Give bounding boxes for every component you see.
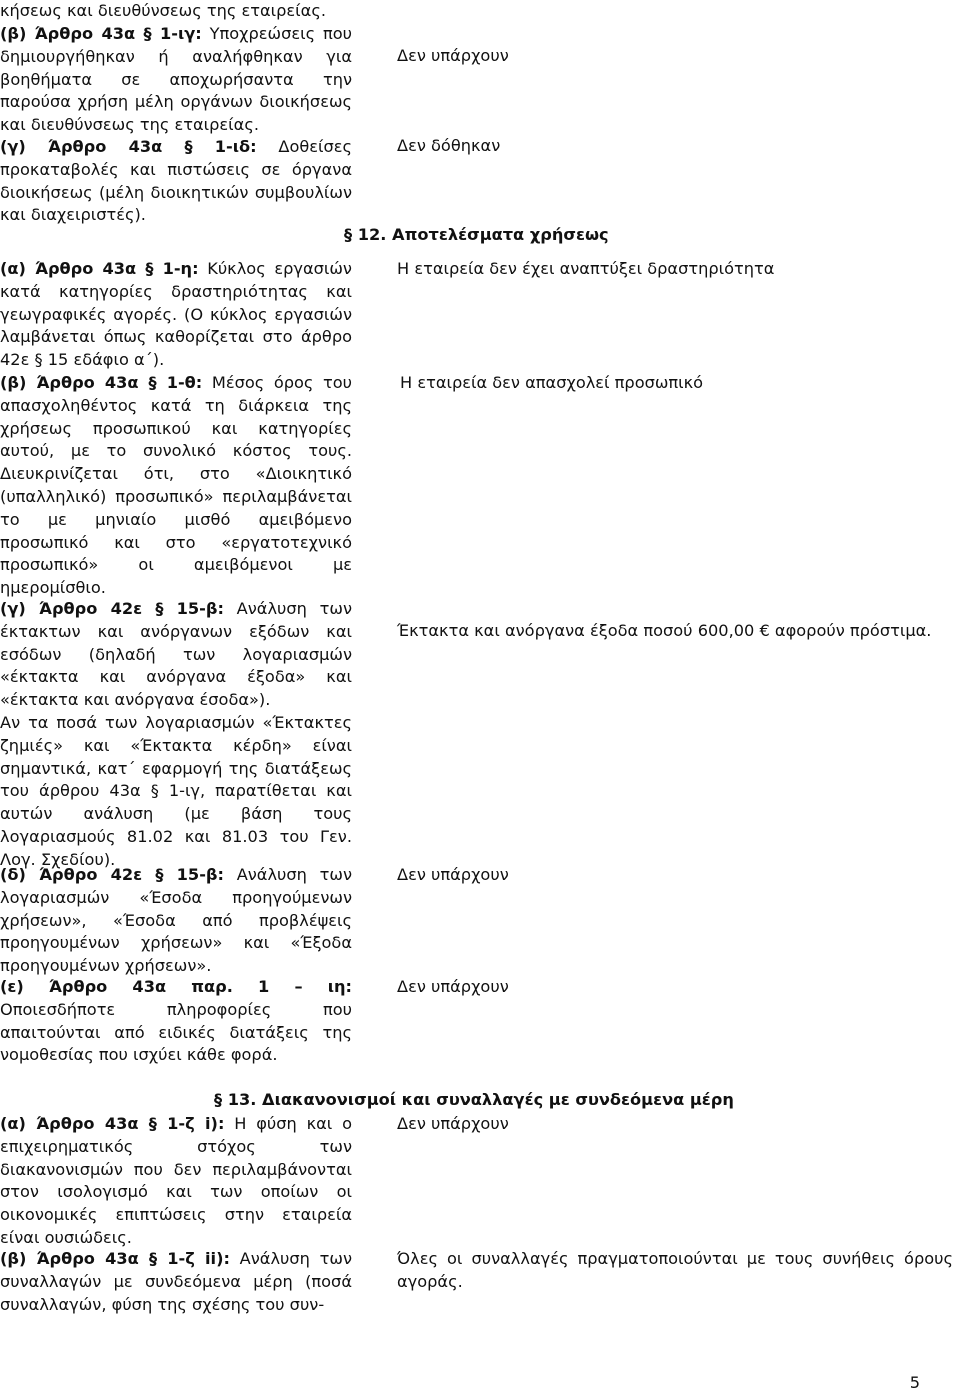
section-12-heading: § 12. Αποτελέσματα χρήσεως	[344, 225, 609, 244]
left-block-d2	[0, 864, 352, 978]
answer-b2: Η εταιρεία δεν απασχολεί προσωπικό	[400, 373, 704, 392]
a2-lead: (α) Άρθρο 43α § 1-η:	[0, 259, 199, 278]
e2-text: Οποιεσδήποτε πληροφορίες που απαιτούνται από ειδικές διατάξεις της νομοθεσίας που ισχύει κάθε φορά.	[0, 999, 352, 1065]
left-block-b3	[0, 1248, 352, 1316]
b2-lead: (β) Άρθρο 43α § 1-θ:	[0, 373, 203, 392]
left-block-a3	[0, 1113, 352, 1250]
left-block-e2	[0, 976, 352, 1067]
e2-lead: (ε) Άρθρο 43α παρ. 1 – ιη:	[0, 977, 352, 996]
left-block-c1	[0, 136, 352, 227]
a3-text: Η φύση και ο επιχειρηματικός στόχος των διακανονισμών που δεν περιλαμβάνονται στον ισολογισμό και των οποίων οι οικονομικές επιπτώσεις στην εταιρεία είναι ουσιώδεις.	[0, 1114, 352, 1247]
c2-text: Ανάλυση των έκτακτων και ανόργανων εξόδων και εσόδων (δηλαδή των λογαριασμών «έκτακτα και ανόργανα έξοδα» και «έκτακτα και ανόργανα έσοδα»).	[0, 599, 352, 710]
left-block-a2	[0, 258, 352, 372]
intro-text: κήσεως και διευθύνσεως της εταιρείας.	[0, 1, 326, 20]
c1-lead: (γ) Άρθρο 43α § 1-ιδ:	[0, 137, 257, 156]
b3-lead: (β) Άρθρο 43α § 1-ζ ii):	[0, 1249, 230, 1268]
answer-b1: Δεν υπάρχουν	[397, 46, 509, 65]
answer-e2: Δεν υπάρχουν	[397, 977, 509, 996]
answer-a3: Δεν υπάρχουν	[397, 1114, 509, 1133]
a3-lead: (α) Άρθρο 43α § 1-ζ i):	[0, 1114, 225, 1133]
section-13-heading: § 13. Διακανονισμοί και συναλλαγές με συνδεόμενα μέρη	[214, 1090, 734, 1109]
left-block-intro	[0, 0, 352, 23]
answer-c2: Έκτακτα και ανόργανα έξοδα ποσού 600,00 € αφορούν πρόστιμα.	[397, 621, 932, 640]
a2-text: Κύκλος εργασιών κατά κατηγορίες δραστηριότητας και γεωγραφικές αγορές. (Ο κύκλος εργασιών λαμβάνεται όπως καθορίζεται στο άρθρο 42ε § 15 εδάφιο α΄).	[0, 259, 352, 370]
b3-text: Ανάλυση των συναλλαγών με συνδεόμενα μέρη (ποσά συναλλαγών, φύση της σχέσης του συν-	[0, 1249, 352, 1314]
answer-a2: Η εταιρεία δεν έχει αναπτύξει δραστηριότητα	[397, 259, 775, 278]
page-number: 5	[909, 1373, 920, 1392]
left-block-b1	[0, 23, 352, 137]
c2-lead: (γ) Άρθρο 42ε § 15-β:	[0, 599, 224, 618]
left-block-c2	[0, 598, 352, 872]
answer-d2: Δεν υπάρχουν	[397, 865, 509, 884]
b1-text: Υποχρεώσεις που δημιουργήθηκαν ή αναλήφθηκαν για βοηθήματα σε αποχωρήσαντα την παρούσα χρήση μέλη οργάνων διοικήσεως και διευθύνσεως της εταιρείας.	[0, 24, 352, 135]
b2-text: Μέσος όρος του απασχοληθέντος κατά τη διάρκεια της χρήσεως προσωπικού και κατηγορίες αυτού, με το συνολικό κόστος τους. Διευκρινίζεται ότι, στο «Διοικητικό (υπαλληλικό) προσωπικό» περιλαμβάνεται το με μηνιαίο μισθό αμειβόμενο προσωπικό και στο «εργατοτεχνικό προσωπικό» οι αμειβόμενοι με ημερομίσθιο.	[0, 373, 352, 598]
left-block-b2	[0, 372, 352, 600]
answer-c1: Δεν δόθηκαν	[397, 136, 501, 155]
d2-text: Ανάλυση των λογαριασμών «Έσοδα προηγούμενων χρήσεων», «Έσοδα από προβλέψεις προηγουμένων χρήσεων» και «Έξοδα προηγουμένων χρήσεων».	[0, 865, 352, 976]
c2-extra: Αν τα ποσά των λογαριασμών «Έκτακτες ζημιές» και «Έκτακτα κέρδη» είναι σημαντικά, κατ΄ εφαρμογή της διατάξεως του άρθρου 43α § 1-ιγ, παρατίθεται και αυτών ανάλυση (με βάση τους λογαριασμούς 81.02 και 81.03 του Γεν. Λογ. Σχεδίου).	[0, 712, 352, 869]
b1-lead: (β) Άρθρο 43α § 1-ιγ:	[0, 24, 202, 43]
answer-b3: Όλες οι συναλλαγές πραγματοποιούνται με τους συνήθεις όρους αγοράς.	[397, 1249, 953, 1291]
c1-text: Δοθείσες προκαταβολές και πιστώσεις σε όργανα διοικήσεως (μέλη διοικητικών συμβουλίων και διαχειριστές).	[0, 137, 352, 225]
d2-lead: (δ) Άρθρο 42ε § 15-β:	[0, 865, 224, 884]
